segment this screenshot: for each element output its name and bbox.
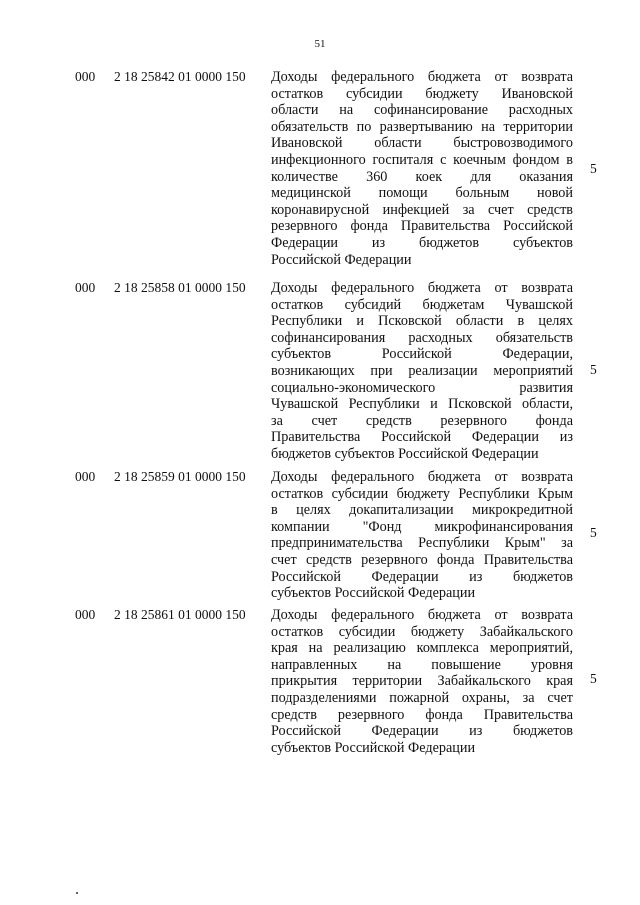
description-line: обязательств по развертыванию на территории [271,118,573,135]
admin-code: 000 [75,469,96,484]
admin-code: 000 [75,280,96,295]
description-line: социально-экономического развития [271,379,573,396]
description-line: Чувашской Республики и Псковской области, [271,396,573,413]
description-line: области на софинансирование расходных [271,102,573,119]
description-line: медицинской помощи больным новой [271,185,573,202]
description-line: средств резервного фонда Правительства [271,706,573,723]
description-line: бюджетов субъектов Российской Федерации [271,445,539,462]
description-line: резервного фонда Правительства Российской [271,218,573,235]
row-description [271,280,573,463]
description-line: Республики и Псковской области в целях [271,313,573,330]
description-line: Российской Федерации [271,251,412,268]
description-line: субъектов Российской Федерации [271,585,476,602]
description-line: Доходы федерального бюджета от возврата [271,69,573,85]
description-line: предпринимательства Республики Крым" за [271,535,573,552]
description-line: Российской Федерации из бюджетов [271,568,573,585]
amount: 5 [590,362,597,377]
description-line: Доходы федерального бюджета от возврата [271,280,573,296]
row-description [271,469,573,602]
admin-code: 000 [75,607,96,622]
description-line: компании "Фонд микрофинансирования [271,518,573,535]
amount: 5 [590,525,597,540]
row-description [271,69,573,268]
description-line: остатков субсидий бюджетам Чувашской [271,296,573,313]
description-line: в целях докапитализации микрокредитной [271,502,573,519]
budget-classification-code: 2 18 25861 01 0000 150 [114,607,246,622]
description-line: прикрытия территории Забайкальского края [271,673,573,690]
admin-code: 000 [75,69,96,84]
description-line: за счет средств резервного фонда [271,412,573,429]
description-line: остатков субсидии бюджету Республики Крым [271,485,573,502]
row-description [271,607,573,756]
amount: 5 [590,671,597,686]
amount: 5 [590,161,597,176]
description-line: остатков субсидии бюджету Ивановской [271,85,573,102]
description-line: Ивановской области быстровозводимого [271,135,573,152]
description-line: возникающих при реализации мероприятий [271,362,573,379]
description-line: Доходы федерального бюджета от возврата [271,469,573,485]
description-line: подразделениями пожарной охраны, за счет [271,689,573,706]
description-line: количестве 360 коек для оказания [271,168,573,185]
description-line: направленных на повышение уровня [271,656,573,673]
description-line: Федерации из бюджетов субъектов [271,234,573,251]
description-line: коронавирусной инфекцией за счет средств [271,201,573,218]
description-line: Российской Федерации из бюджетов [271,723,573,740]
description-line: инфекционного госпиталя с коечным фондом в [271,151,573,168]
budget-classification-code: 2 18 25842 01 0000 150 [114,69,246,84]
scan-speck [76,892,78,894]
description-line: края на реализацию комплекса мероприятий, [271,640,573,657]
description-line: остатков субсидии бюджету Забайкальского [271,623,573,640]
description-line: счет средств резервного фонда Правительства [271,551,573,568]
budget-classification-code: 2 18 25858 01 0000 150 [114,280,246,295]
page-number: 51 [314,38,326,50]
description-line: Правительства Российской Федерации из [271,429,573,446]
description-line: софинансирования расходных обязательств [271,329,573,346]
description-line: субъектов Российской Федерации [271,739,476,756]
description-line: Доходы федерального бюджета от возврата [271,607,573,623]
description-line: субъектов Российской Федерации, [271,346,573,363]
budget-classification-code: 2 18 25859 01 0000 150 [114,469,246,484]
